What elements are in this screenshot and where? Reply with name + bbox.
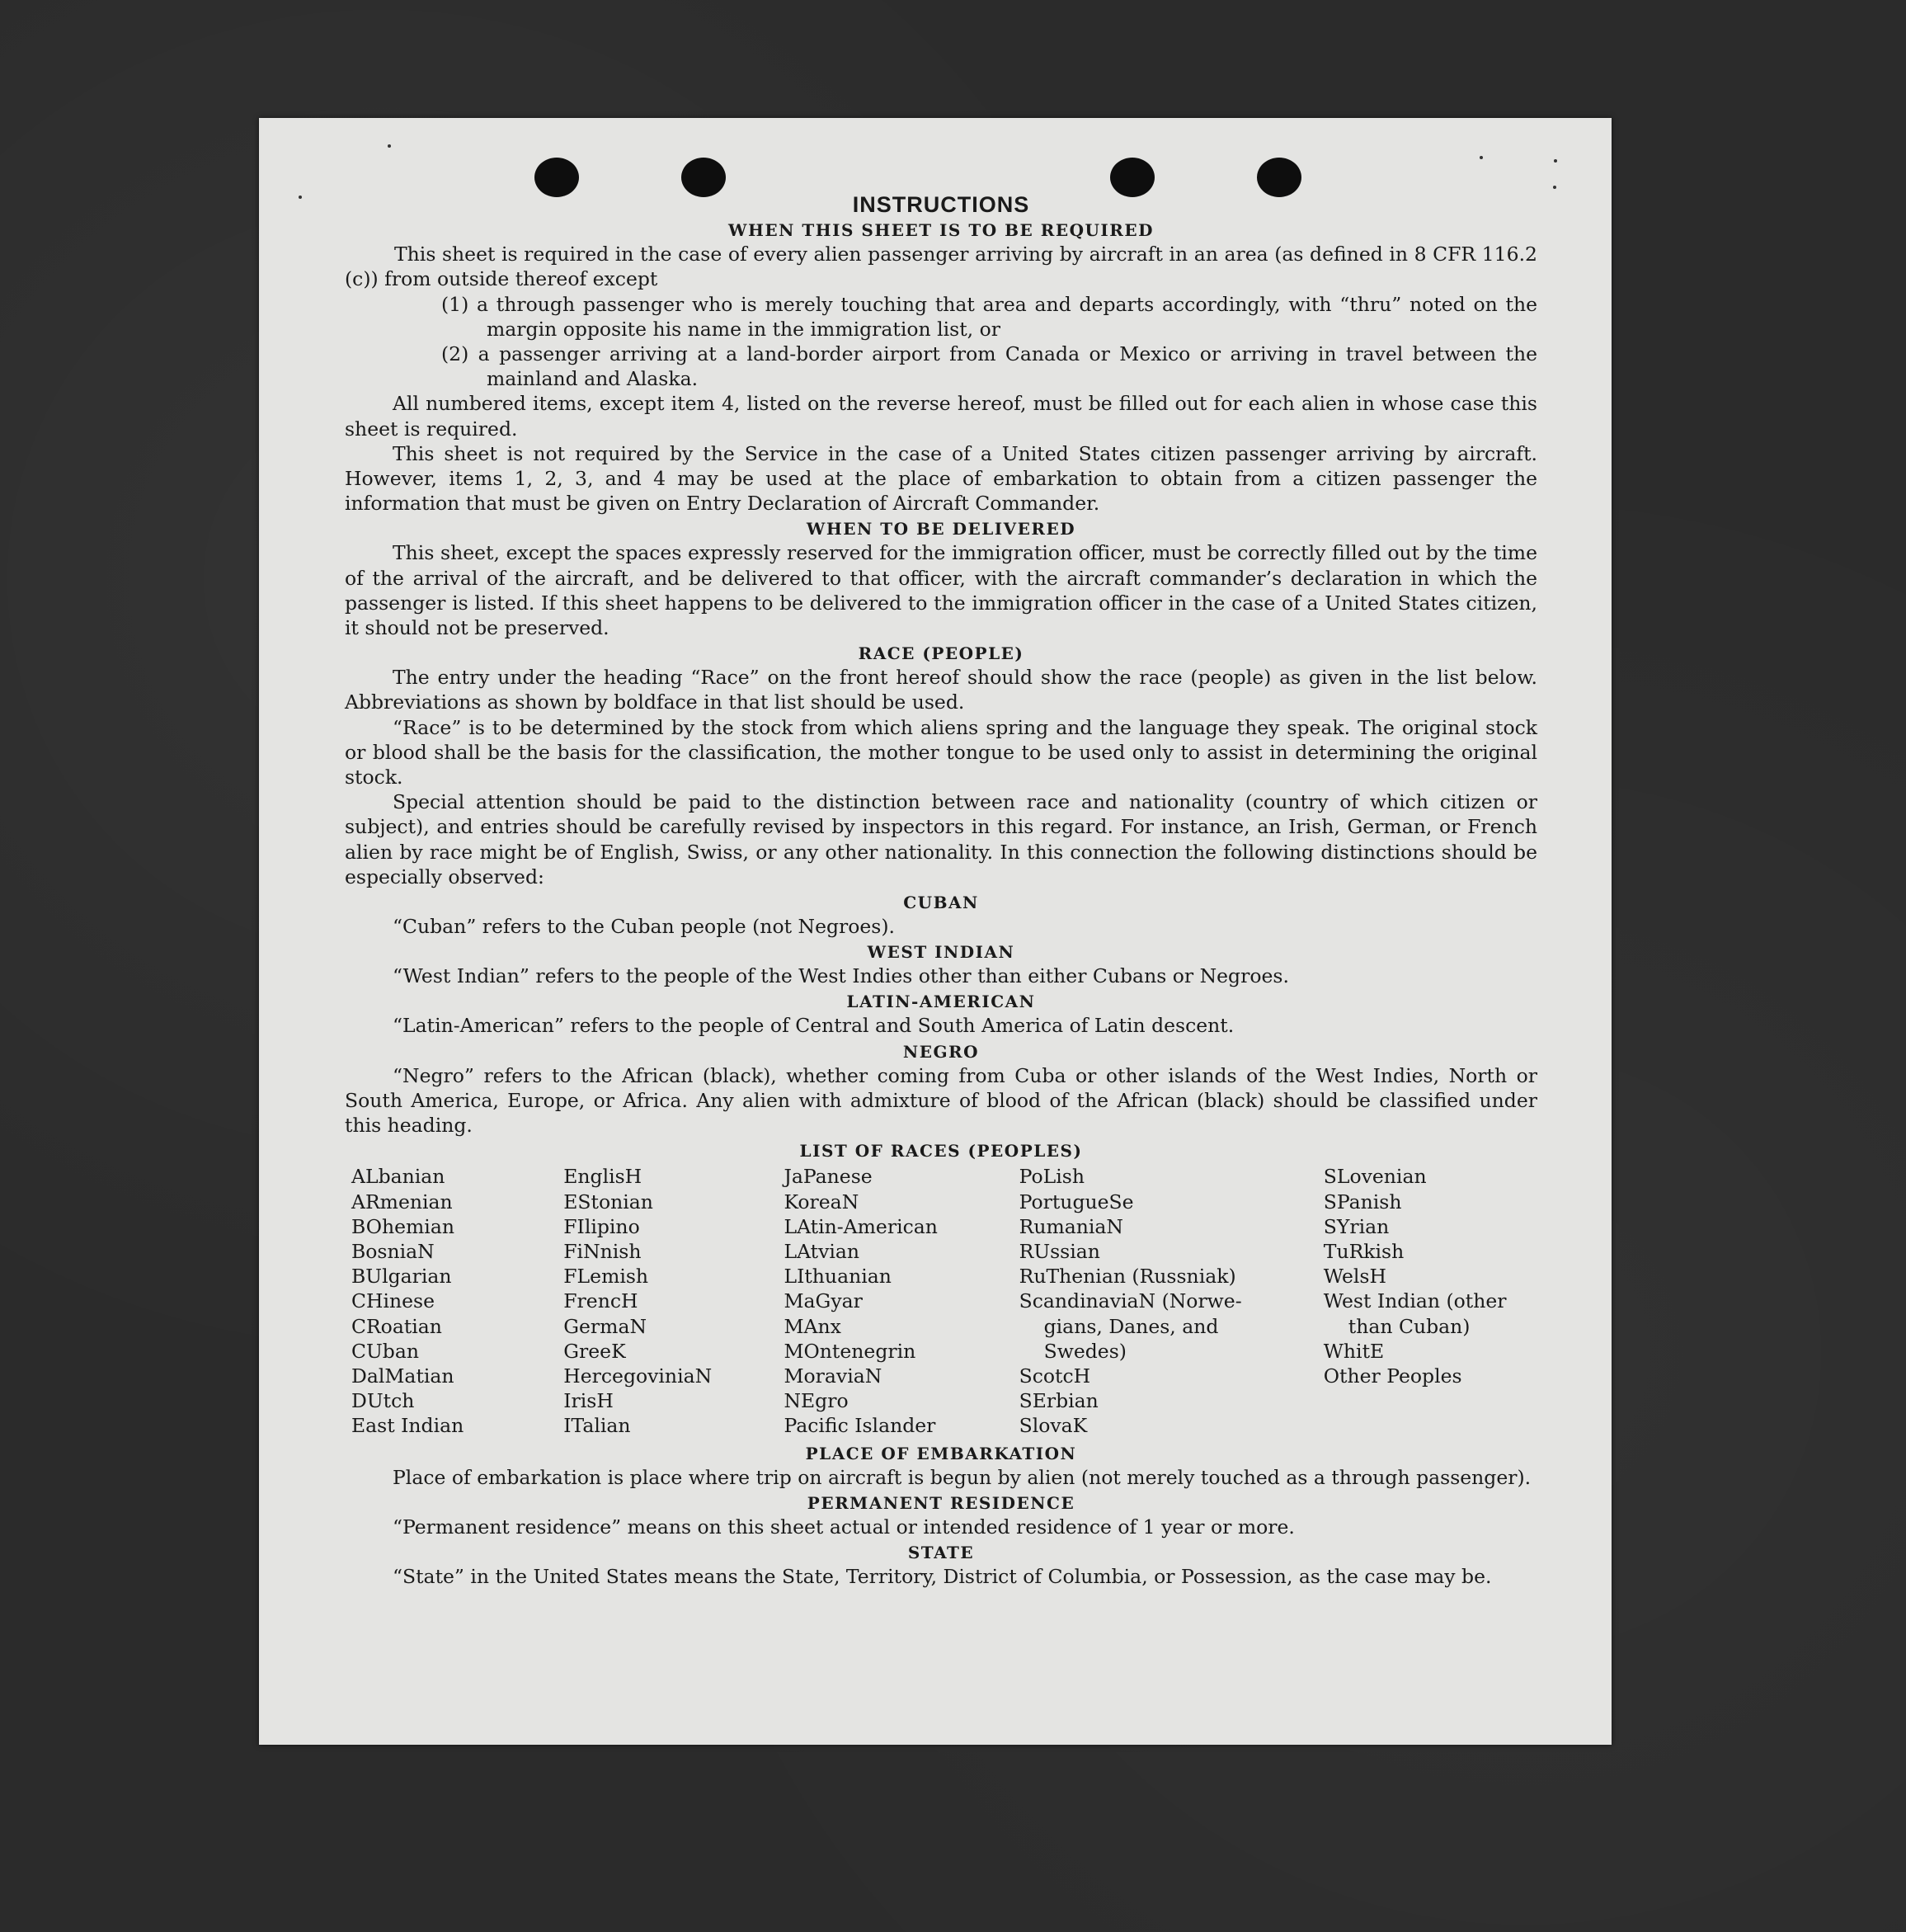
race-item: FLemish <box>563 1265 649 1289</box>
paragraph: This sheet is required in the case of every alien passenger arriving by aircraft in an area (as defined in 8 CFR 116.2 (c)) from outside thereof except <box>345 243 1537 291</box>
race-item: KoreaN <box>784 1190 859 1213</box>
race-item: MAnx <box>784 1314 841 1338</box>
race-item: BOhemian <box>351 1214 454 1238</box>
race-item: SlovaK <box>1019 1414 1088 1438</box>
section-heading-state: STATE <box>907 1542 975 1562</box>
paragraph: “West Indian” refers to the people of the West Indies other than either Cubans or Negroes. <box>393 964 1289 988</box>
section-heading-residence: PERMANENT RESIDENCE <box>807 1492 1075 1513</box>
punch-hole <box>1110 158 1155 197</box>
list-item: (1) a through passenger who is merely touching that area and departs accordingly, with “thru” noted on the margin opposite his name in the immigration list, or <box>441 292 1537 341</box>
race-item: FrencH <box>563 1289 638 1313</box>
race-item: WhitE <box>1323 1339 1385 1363</box>
document-body <box>345 192 1537 1589</box>
race-item: East Indian <box>351 1414 464 1438</box>
race-item: SYrian <box>1323 1214 1390 1238</box>
section-heading-races: LIST OF RACES (PEOPLES) <box>799 1141 1083 1162</box>
race-item: DalMatian <box>351 1364 454 1388</box>
race-item: EnglisH <box>563 1165 642 1189</box>
race-item: RUssian <box>1019 1239 1100 1263</box>
paragraph: “State” in the United States means the State, Territory, District of Columbia, or Possession, as the case may be. <box>393 1564 1492 1588</box>
race-item: ALbanian <box>351 1165 445 1189</box>
race-item: SPanish <box>1323 1190 1402 1213</box>
race-item: IrisH <box>563 1389 614 1413</box>
paragraph: “Race” is to be determined by the stock from which aliens spring and the language they speak. The original stock or blood shall be the basis for the classification, the mother tongue to be used only to assist in determining the original stock. <box>345 715 1537 789</box>
race-item: DUtch <box>351 1389 415 1413</box>
section-heading-cuban: CUBAN <box>903 893 979 913</box>
race-item: CHinese <box>351 1289 435 1313</box>
race-item: JaPanese <box>784 1165 873 1189</box>
race-item: LAtin-American <box>784 1214 938 1238</box>
race-item: PortugueSe <box>1019 1190 1134 1213</box>
section-heading-latin-american: LATIN-AMERICAN <box>846 992 1036 1012</box>
race-item: BosniaN <box>351 1239 435 1263</box>
race-item: GermaN <box>563 1314 647 1338</box>
punch-hole <box>1257 158 1301 197</box>
race-item: CUban <box>351 1339 419 1363</box>
race-item: ScandinaviaN (Norwe- <box>1019 1289 1242 1313</box>
race-item: than Cuban) <box>1348 1314 1471 1338</box>
paragraph: “Permanent residence” means on this sheet actual or intended residence of 1 year or more. <box>393 1515 1295 1539</box>
paragraph: “Cuban” refers to the Cuban people (not Negroes). <box>393 915 896 939</box>
section-heading-embarkation: PLACE OF EMBARKATION <box>805 1443 1077 1463</box>
race-item: FIlipino <box>563 1214 640 1238</box>
race-item: MoraviaN <box>784 1364 882 1388</box>
race-item: LAtvian <box>784 1239 860 1263</box>
race-item: West Indian (other <box>1323 1289 1507 1313</box>
race-item: Other Peoples <box>1323 1364 1462 1388</box>
race-item: HercegoviniaN <box>563 1364 713 1388</box>
race-item: TuRkish <box>1323 1239 1405 1263</box>
paragraph: This sheet, except the spaces expressly reserved for the immigration officer, must be correctly filled out by the time of the arrival of the aircraft, and be delivered to that officer, with the aircraft commander’s declaration in which the passenger is listed. If this sheet happens to be delivered to the immigration officer in the case of a United States citizen, it should not be preserved. <box>345 541 1537 640</box>
race-item: NEgro <box>784 1389 849 1413</box>
race-item: SLovenian <box>1323 1165 1427 1189</box>
punch-hole <box>681 158 726 197</box>
race-column <box>1019 1164 1258 1438</box>
section-heading-delivered: WHEN TO BE DELIVERED <box>806 519 1076 540</box>
race-item: LIthuanian <box>784 1265 892 1289</box>
race-item: MOntenegrin <box>784 1339 916 1363</box>
race-column <box>1324 1164 1537 1438</box>
paragraph: This sheet is not required by the Service in the case of a United States citizen passenger arriving by aircraft. However, items 1, 2, 3, and 4 may be used at the place of embarkation to obtain from a citizen passenger the information that must be given on Entry Declaration of Aircraft Commander. <box>345 441 1537 516</box>
list-item: (2) a passenger arriving at a land-border airport from Canada or Mexico or arriving in travel between the mainland and Alaska. <box>441 342 1537 391</box>
race-item: SErbian <box>1019 1389 1099 1413</box>
race-item: GreeK <box>563 1339 626 1363</box>
race-item: gians, Danes, and <box>1043 1314 1219 1338</box>
section-heading-required: WHEN THIS SHEET IS TO BE REQUIRED <box>728 220 1154 241</box>
race-item: FiNnish <box>563 1239 642 1263</box>
race-item: RuThenian (Russniak) <box>1019 1265 1236 1289</box>
race-item: Swedes) <box>1043 1339 1127 1363</box>
race-item: MaGyar <box>784 1289 863 1313</box>
section-heading-west-indian: WEST INDIAN <box>867 942 1015 963</box>
paragraph: The entry under the heading “Race” on the front hereof should show the race (people) as given in the list below. Abbreviations as shown by boldface in that list should be used. <box>345 666 1537 714</box>
race-column <box>563 1164 784 1438</box>
race-item: ARmenian <box>351 1190 453 1213</box>
race-item: PoLish <box>1019 1165 1085 1189</box>
section-heading-race: RACE (PEOPLE) <box>858 643 1024 664</box>
instruction-sheet <box>259 118 1612 1745</box>
document-title: INSTRUCTIONS <box>852 192 1030 217</box>
race-item: ITalian <box>563 1414 631 1438</box>
race-column <box>351 1164 563 1438</box>
paragraph: Place of embarkation is place where trip on aircraft is begun by alien (not merely touched as a through passenger). <box>393 1465 1532 1489</box>
race-item: Pacific Islander <box>784 1414 936 1438</box>
paragraph: “Latin-American” refers to the people of Central and South America of Latin descent. <box>393 1014 1235 1038</box>
race-item: WelsH <box>1323 1265 1386 1289</box>
race-item: BUlgarian <box>351 1265 452 1289</box>
race-column <box>784 1164 1019 1438</box>
race-item: ScotcH <box>1019 1364 1091 1388</box>
paragraph: All numbered items, except item 4, listed on the reverse hereof, must be filled out for each alien in whose case this sheet is required. <box>345 392 1537 441</box>
paragraph: Special attention should be paid to the distinction between race and nationality (country of which citizen or subject), and entries should be carefully revised by inspectors in this regard. For instance, an Irish, German, or French alien by race might be of English, Swiss, or any other nationality. In this connection the following distinctions should be especially observed: <box>345 790 1537 888</box>
race-list <box>351 1164 1537 1438</box>
race-item: RumaniaN <box>1019 1214 1123 1238</box>
race-item: CRoatian <box>351 1314 442 1338</box>
paragraph: “Negro” refers to the African (black), whether coming from Cuba or other islands of the West Indies, North or South America, Europe, or Africa. Any alien with admixture of blood of the African (black) should be classified under this heading. <box>345 1063 1537 1138</box>
punch-hole <box>534 158 579 197</box>
race-item: EStonian <box>563 1190 653 1213</box>
section-heading-negro: NEGRO <box>902 1041 980 1062</box>
